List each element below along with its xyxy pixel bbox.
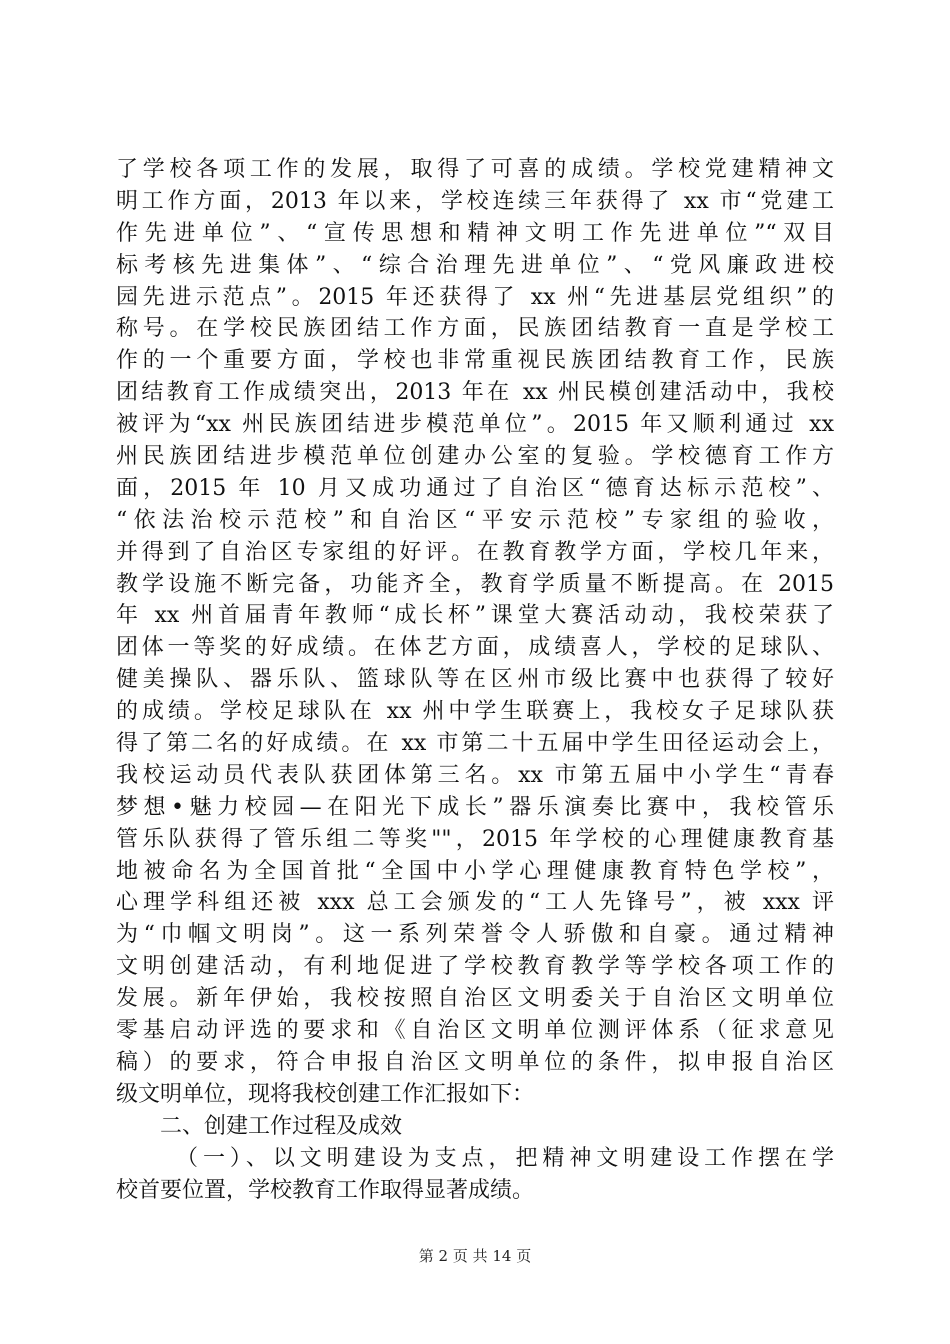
paragraph-line: 为“巾帼文明岗”。这一系列荣誉令人骄傲和自豪。通过精神 (116, 922, 834, 948)
paragraph-line: “依法治校示范校”和自治区“平安示范校”专家组的验收， (116, 507, 834, 533)
page-footer (0, 1246, 950, 1266)
paragraph-line: 了学校各项工作的发展，取得了可喜的成绩。学校党建精神文 (116, 157, 834, 182)
paragraph-line: 标考核先进集体”、“综合治理先进单位”、“党风廉政进校 (116, 252, 834, 278)
paragraph-line: 心理学科组还被 xxx 总工会颁发的“工人先锋号”，被 xxx 评 (116, 890, 834, 916)
subsection-line: （一）、以文明建设为支点，把精神文明建设工作摆在学 (176, 1145, 834, 1171)
section-heading: 二、创建工作过程及成效 (160, 1113, 403, 1139)
paragraph-line: 管乐队获得了管乐组二等奖""，2015 年学校的心理健康教育基 (116, 826, 834, 852)
paragraph-line: 作先进单位”、“宣传思想和精神文明工作先进单位”“双目 (116, 220, 834, 246)
paragraph-line: 团体一等奖的好成绩。在体艺方面，成绩喜人，学校的足球队、 (116, 635, 834, 661)
paragraph-line: 的成绩。学校足球队在 xx 州中学生联赛上，我校女子足球队获 (116, 699, 834, 725)
paragraph-line: 文明创建活动，有利地促进了学校教育教学等学校各项工作的 (116, 954, 834, 980)
paragraph-line: 发展。新年伊始，我校按照自治区文明委关于自治区文明单位 (116, 986, 834, 1012)
paragraph-line: 作的一个重要方面，学校也非常重视民族团结教育工作，民族 (116, 348, 834, 374)
paragraph-line: 稿）的要求，符合申报自治区文明单位的条件，拟申报自治区 (116, 1049, 834, 1075)
paragraph-line: 面，2015 年 10 月又成功通过了自治区“德育达标示范校”、 (116, 475, 834, 501)
paragraph-line: 年 xx 州首届青年教师“成长杯”课堂大赛活动动，我校荣获了 (116, 603, 834, 629)
paragraph-line: 地被命名为全国首批“全国中小学心理健康教育特色学校”， (116, 858, 834, 884)
paragraph-line: 州民族团结进步模范单位创建办公室的复验。学校德育工作方 (116, 444, 834, 470)
paragraph-line: 称号。在学校民族团结工作方面，民族团结教育一直是学校工 (116, 316, 834, 342)
paragraph-line: 零基启动评选的要求和《自治区文明单位测评体系（征求意见 (116, 1018, 834, 1044)
paragraph-line: 级文明单位，现将我校创建工作汇报如下： (116, 1081, 535, 1107)
paragraph-line: 梦想•魅力校园—在阳光下成长”器乐演奏比赛中，我校管乐 (116, 794, 834, 820)
paragraph-line: 教学设施不断完备，功能齐全，教育学质量不断提高。在 2015 (116, 571, 834, 597)
paragraph-line: 我校运动员代表队获团体第三名。xx 市第五届中小学生“青春 (116, 762, 834, 788)
paragraph-line: 被评为“xx 州民族团结进步模范单位”。2015 年又顺利通过 xx (116, 412, 834, 438)
paragraph-line: 园先进示范点”。2015 年还获得了 xx 州“先进基层党组织”的 (116, 284, 834, 310)
subsection-line: 校首要位置，学校教育工作取得显著成绩。 (116, 1177, 535, 1203)
page-number-label: 第 2 页 共 14 页 (418, 1247, 532, 1265)
paragraph-line: 明工作方面，2013 年以来，学校连续三年获得了 xx 市“党建工 (116, 188, 834, 214)
paragraph-line: 团结教育工作成绩突出，2013 年在 xx 州民模创建活动中，我校 (116, 380, 834, 406)
paragraph-line: 得了第二名的好成绩。在 xx 市第二十五届中学生田径运动会上， (116, 731, 834, 757)
document-body (116, 154, 834, 1206)
paragraph-line: 健美操队、器乐队、篮球队等在区州市级比赛中也获得了较好 (116, 667, 834, 693)
paragraph-line: 并得到了自治区专家组的好评。在教育教学方面，学校几年来， (116, 539, 834, 565)
